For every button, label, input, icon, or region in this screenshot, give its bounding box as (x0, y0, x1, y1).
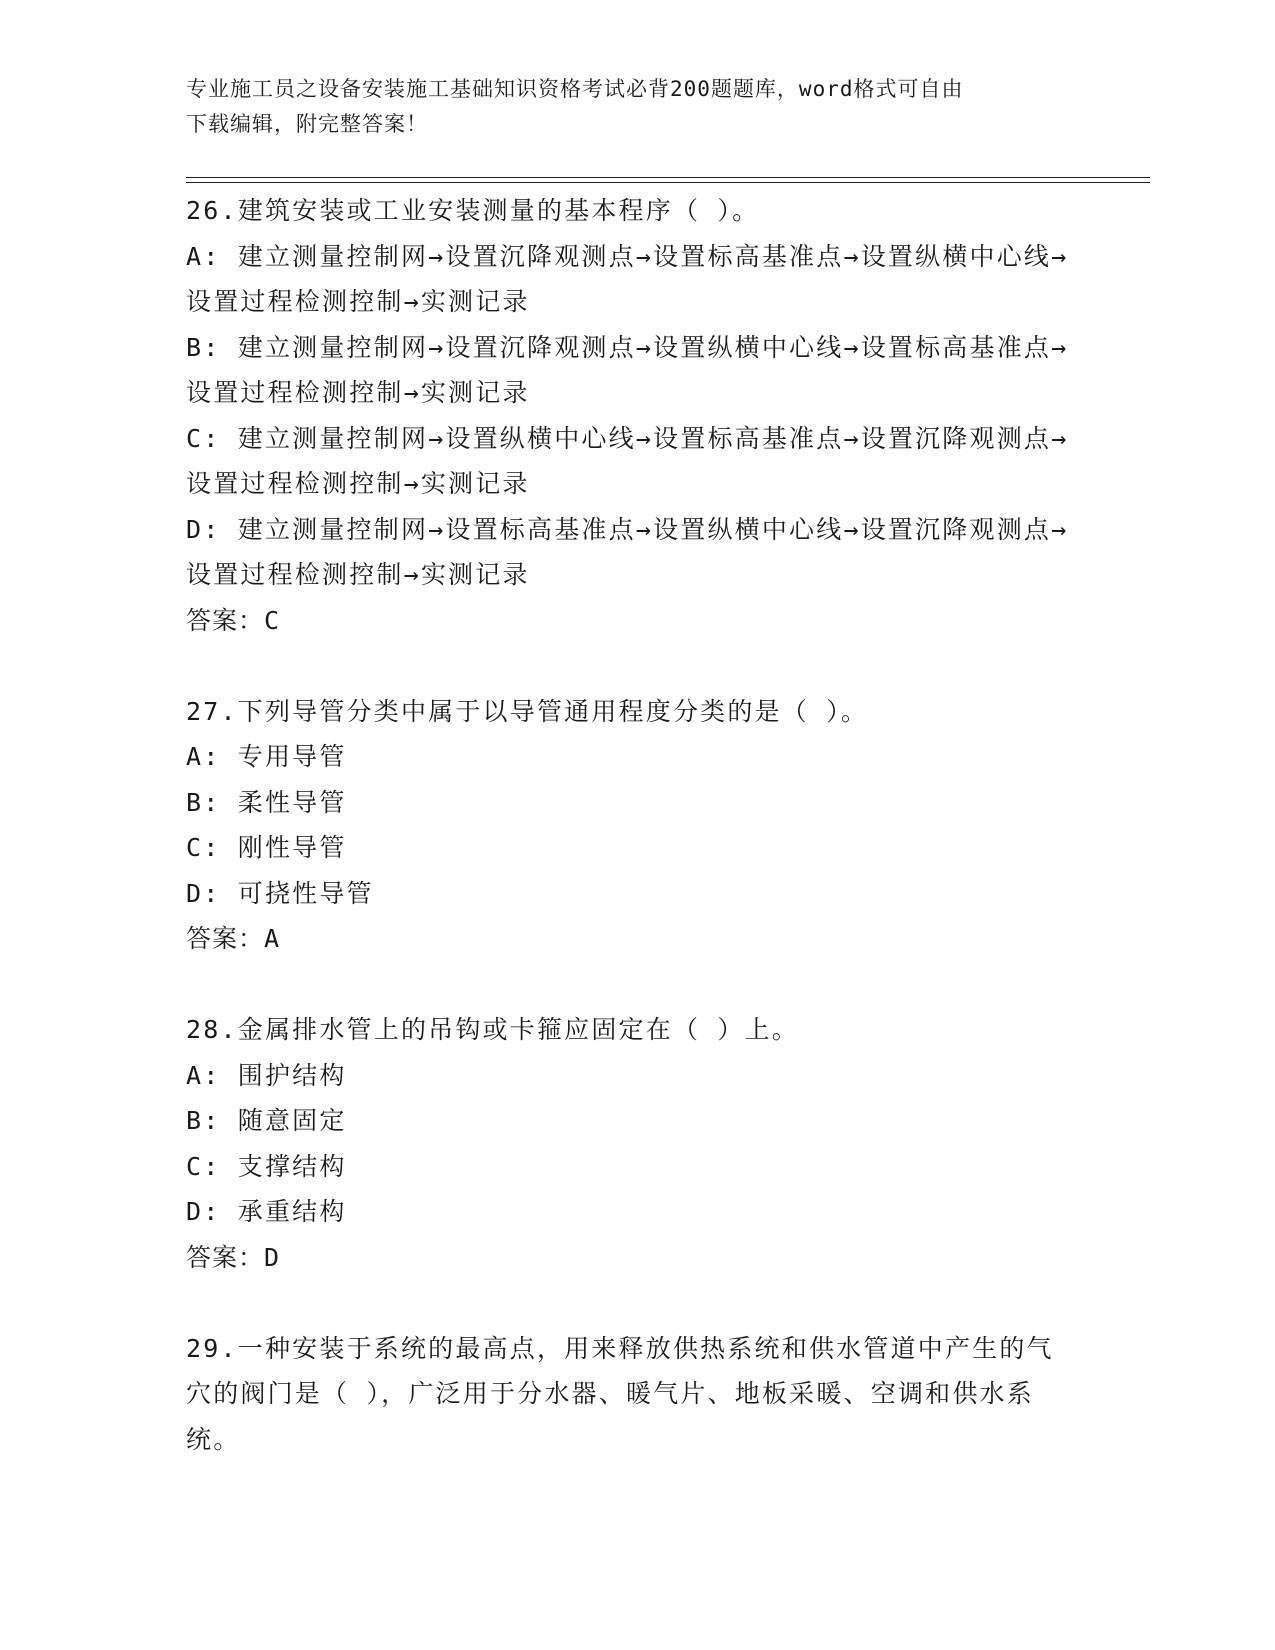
question-27 (186, 689, 1076, 962)
option-d: D: 承重结构 (186, 1197, 347, 1226)
header-line-2: 下载编辑，附完整答案！ (186, 112, 428, 136)
header-line-1: 专业施工员之设备安装施工基础知识资格考试必背200题题库，word格式可自由 (186, 77, 964, 101)
answer: 答案：D (186, 1242, 281, 1272)
option-c: C: 支撑结构 (186, 1151, 347, 1181)
option-b: B: 建立测量控制网→设置沉降观测点→设置纵横中心线→设置标高基准点→设置过程检测控制→实测记录 (186, 332, 1069, 407)
document-header (186, 72, 1086, 142)
option-c: C: 刚性导管 (186, 833, 347, 862)
question-list (186, 188, 1076, 1462)
spacer (186, 1280, 1076, 1326)
spacer (186, 962, 1076, 1008)
spacer (186, 643, 1076, 689)
option-a: A: 建立测量控制网→设置沉降观测点→设置标高基准点→设置纵横中心线→设置过程检测控制→实测记录 (186, 241, 1069, 316)
question-stem: 28.金属排水管上的吊钩或卡箍应固定在（ ）上。 (186, 1015, 800, 1044)
question-28 (186, 1007, 1076, 1280)
question-stem: 29.一种安装于系统的最高点，用来释放供热系统和供水管道中产生的气穴的阀门是（ ），广泛用于分水器、暖气片、地板采暖、空调和供水系统。 (186, 1333, 1054, 1454)
answer: 答案：C (186, 605, 281, 635)
header-divider-bottom (186, 182, 1150, 183)
option-a: A: 专用导管 (186, 742, 347, 771)
option-d: D: 可挠性导管 (186, 878, 374, 908)
option-b: B: 随意固定 (186, 1106, 347, 1135)
option-b: B: 柔性导管 (186, 787, 347, 817)
question-stem: 26.建筑安装或工业安装测量的基本程序（ ）。 (186, 196, 760, 225)
option-c: C: 建立测量控制网→设置纵横中心线→设置标高基准点→设置沉降观测点→设置过程检测控制→实测记录 (186, 423, 1069, 498)
option-d: D: 建立测量控制网→设置标高基准点→设置纵横中心线→设置沉降观测点→设置过程检测控制→实测记录 (186, 514, 1069, 589)
question-26 (186, 188, 1076, 643)
answer: 答案：A (186, 924, 281, 953)
question-stem: 27.下列导管分类中属于以导管通用程度分类的是（ ）。 (186, 696, 869, 726)
question-29 (186, 1326, 1076, 1463)
header-divider-top (186, 177, 1150, 178)
option-a: A: 围护结构 (186, 1060, 347, 1090)
